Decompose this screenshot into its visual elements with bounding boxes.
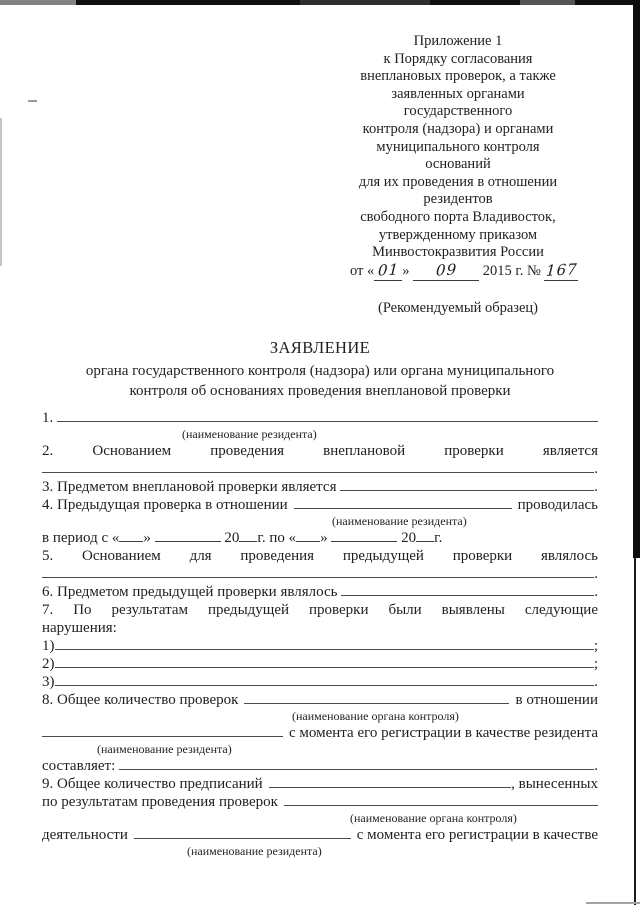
item4-tail: проводилась: [517, 497, 598, 513]
date-quote: »: [402, 262, 414, 279]
resident-name-blank: [134, 835, 351, 839]
item7-continuation: [42, 619, 598, 637]
item8-line2: [42, 724, 598, 742]
line-terminator: ;: [593, 656, 598, 672]
appendix-line: Приложение 1: [413, 33, 503, 49]
item8-text: 8. Общее количество проверок: [42, 692, 239, 708]
period-text: »: [320, 530, 332, 546]
appendix-line: резидентов: [423, 191, 493, 208]
appendix-line: к Порядку согласования: [383, 50, 533, 67]
violation-line-2: [42, 655, 598, 673]
form-line-item9: [42, 775, 598, 793]
appendix-line: государственного: [403, 103, 513, 120]
day-blank: [296, 539, 320, 542]
appendix-line: заявленных органами: [391, 85, 525, 102]
subtitle-line: органа государственного контроля (надзора) или органа муниципального: [85, 363, 555, 379]
number-blank: [544, 259, 578, 282]
period-text: г. по «: [257, 530, 297, 546]
period-text: г.: [434, 530, 443, 546]
period-text: 20: [397, 530, 417, 546]
day-blank: [374, 262, 402, 282]
blank-line: [119, 766, 594, 770]
resident-name-label: (наименование резидента): [97, 742, 232, 756]
item9-line3-tail: с момента его регистрации в качестве: [356, 827, 598, 843]
line-terminator: .: [594, 674, 598, 690]
date-prefix: от «: [350, 262, 375, 279]
year-blank: [239, 539, 257, 542]
period-text: »: [143, 530, 155, 546]
form-line-item1: [42, 409, 598, 427]
violation-line-3: [42, 673, 598, 691]
item8-line2-text: с момента его регистрации в качестве резидента: [289, 725, 598, 741]
form-line-item8: [42, 691, 598, 709]
handwritten-month: 09: [435, 260, 458, 280]
page-title: ЗАЯВЛЕНИЕ: [269, 338, 371, 357]
form-line-item6: [42, 583, 598, 601]
scan-artifact-left-strip: [0, 118, 2, 266]
line-terminator: ;: [593, 638, 598, 654]
document-title-block: [42, 338, 598, 401]
item2-continuation-blank: [42, 460, 598, 478]
appendix-line: для их проведения в отношении: [358, 173, 558, 190]
form-line-item4: [42, 496, 598, 514]
control-org-blank: [244, 700, 509, 704]
year-blank: [416, 539, 434, 542]
violation-number: 3): [42, 674, 55, 690]
appendix-line: оснований: [425, 156, 491, 173]
blank-line: [42, 574, 594, 578]
period-text: 20: [220, 530, 240, 546]
appendix-line: Минвостокразвития России: [372, 244, 544, 261]
appendix-reference-block: [310, 33, 606, 318]
violation-number: 1): [42, 638, 55, 654]
item8-line3: [42, 757, 598, 775]
handwritten-number: 167: [545, 259, 578, 280]
scan-artifact-right-line: [634, 558, 636, 905]
item1-number: 1.: [42, 410, 57, 426]
month-blank: [331, 539, 397, 542]
subtitle-line: контроля об основаниях проведения внеплановой проверки: [129, 382, 511, 399]
order-date-line: [310, 259, 606, 282]
date-year: 2015 г. №: [479, 262, 545, 279]
appendix-line: внеплановых проверок, а также: [360, 68, 556, 85]
form-line-period: [42, 529, 598, 547]
item8-line3-text: составляет:: [42, 758, 119, 774]
violation-number: 2): [42, 656, 55, 672]
line-terminator: .: [594, 479, 598, 495]
item7-tail: нарушения:: [42, 620, 117, 636]
resident-name-label: (наименование резидента): [332, 514, 467, 528]
blank-line: [341, 592, 594, 596]
line-terminator: .: [594, 584, 598, 600]
blank-line: [55, 682, 595, 686]
blank-line: [269, 784, 511, 788]
item8-tail: в отношении: [515, 692, 598, 708]
period-text: в период с «: [42, 530, 120, 546]
appendix-line: утвержденному приказом: [378, 226, 538, 243]
scan-artifact-bottom-line: [586, 902, 640, 904]
resident-name-blank: [42, 733, 283, 737]
violation-line-1: [42, 637, 598, 655]
form-line-item5: 5. Основанием для проведения предыдущей проверки являлось: [42, 548, 598, 564]
item9-line2: [42, 793, 598, 811]
resident-name-blank: [294, 505, 512, 509]
appendix-line: контроля (надзора) и органами: [362, 120, 554, 137]
blank-line: [42, 469, 594, 473]
item9-line3-text: деятельности: [42, 827, 128, 843]
day-blank: [119, 539, 143, 542]
month-blank: [155, 539, 221, 542]
blank-line: [55, 646, 594, 650]
scan-artifact-right-bar: [633, 0, 640, 558]
scan-artifact-dash: [28, 100, 37, 102]
line-terminator: .: [594, 566, 598, 582]
item9-tail: , вынесенных: [511, 776, 598, 792]
item9-line2-text: по результатам проведения проверок: [42, 794, 278, 810]
recommended-sample-note: (Рекомендуемый образец): [377, 300, 539, 317]
handwritten-day: 01: [377, 260, 400, 280]
item9-text: 9. Общее количество предписаний: [42, 776, 263, 792]
item5-continuation-blank: [42, 565, 598, 583]
month-blank: [413, 262, 479, 282]
scan-artifact-top-bar: [0, 0, 640, 5]
line-terminator: .: [594, 758, 598, 774]
appendix-line: муниципального контроля: [376, 138, 540, 155]
item3-text: 3. Предметом внеплановой проверки является: [42, 479, 337, 495]
item6-text: 6. Предметом предыдущей проверки являлось: [42, 584, 338, 600]
item9-line3: [42, 826, 598, 844]
form-line-item2: 2. Основанием проведения внеплановой проверки является: [42, 443, 598, 459]
control-org-blank: [284, 802, 598, 806]
blank-line: [55, 664, 594, 668]
blank-line: [340, 487, 594, 491]
title-subtitle: [42, 362, 598, 401]
resident-name-blank: [57, 418, 598, 422]
control-org-label: (наименование органа контроля): [350, 811, 517, 825]
appendix-line: свободного порта Владивосток,: [360, 208, 556, 225]
line-terminator: .: [594, 461, 598, 477]
form-line-item7: 7. По результатам предыдущей проверки были выявлены следующие: [42, 602, 598, 618]
form-body: [42, 409, 598, 859]
resident-name-label: (наименование резидента): [187, 844, 322, 858]
form-line-item3: [42, 478, 598, 496]
resident-name-label: (наименование резидента): [182, 427, 317, 441]
item4-text: 4. Предыдущая проверка в отношении: [42, 497, 288, 513]
control-org-label: (наименование органа контроля): [292, 709, 459, 723]
